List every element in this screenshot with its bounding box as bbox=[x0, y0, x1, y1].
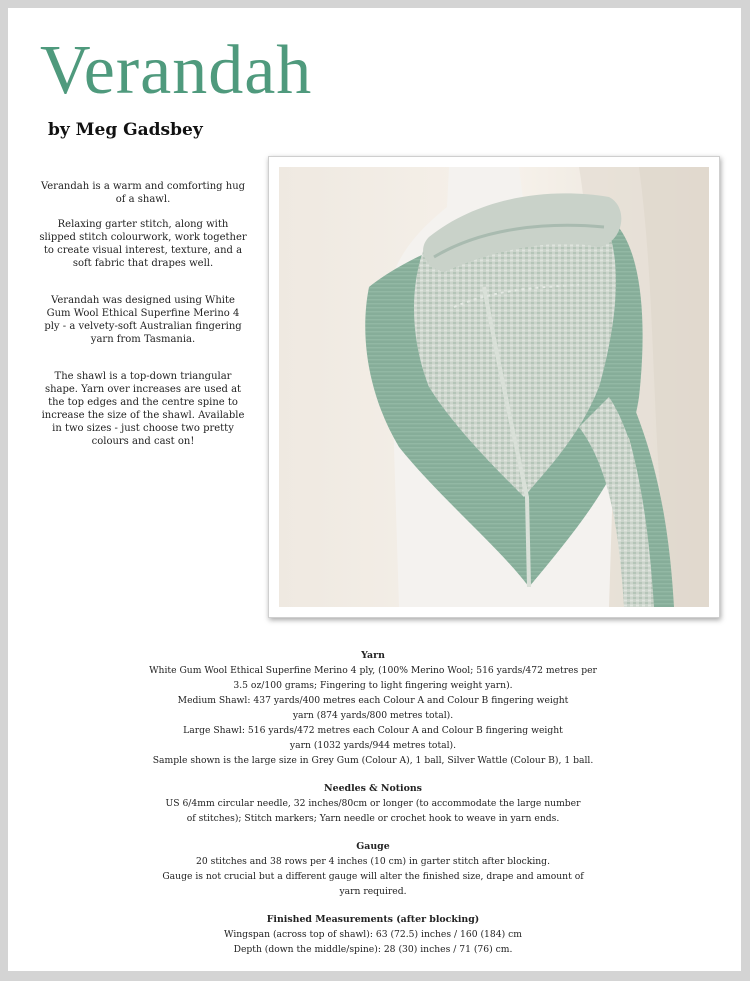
finished-line: Wingspan (across top of shawl): 63 (72.5) inches / 160 (184) cm bbox=[224, 929, 522, 940]
needles-heading: Needles & Notions bbox=[324, 783, 422, 794]
gauge-line: Gauge is not crucial but a different gauge will alter the finished size, drape and amount of bbox=[162, 871, 584, 882]
intro-paragraph-1: Verandah is a warm and comforting hug of a shawl. bbox=[40, 181, 246, 205]
yarn-line: 3.5 oz/100 grams; Fingering to light fingering weight yarn). bbox=[233, 680, 513, 691]
shawl-photo bbox=[268, 156, 720, 618]
needles-section bbox=[138, 781, 608, 826]
yarn-section bbox=[138, 648, 608, 768]
intro-paragraph-2: Relaxing garter stitch, along with slipped stitch colourwork, work together to create visual interest, texture, and a soft fabric that drapes well. bbox=[39, 219, 247, 269]
yarn-heading: Yarn bbox=[361, 650, 385, 661]
yarn-line: yarn (874 yards/800 metres total). bbox=[292, 710, 454, 721]
shawl-photo-image bbox=[279, 167, 709, 607]
finished-heading: Finished Measurements (after blocking) bbox=[266, 914, 480, 925]
needles-line: US 6/4mm circular needle, 32 inches/80cm or longer (to accommodate the large number bbox=[165, 798, 581, 809]
needles-line: of stitches); Stitch markers; Yarn needle or crochet hook to weave in yarn ends. bbox=[186, 813, 560, 824]
yarn-line: Sample shown is the large size in Grey Gum (Colour A), 1 ball, Silver Wattle (Colour B), 1 ball. bbox=[152, 755, 594, 766]
finished-section bbox=[138, 912, 608, 957]
pattern-specs bbox=[138, 648, 608, 970]
gauge-line: 20 stitches and 38 rows per 4 inches (10 cm) in garter stitch after blocking. bbox=[196, 856, 550, 867]
gauge-line: yarn required. bbox=[339, 886, 407, 897]
intro-paragraph-4: The shawl is a top-down triangular shape. Yarn over increases are used at the top edges and the centre spine to increase the size of the shawl. Available in two sizes - just choose two pretty colours and cast on! bbox=[41, 371, 245, 447]
yarn-line: Medium Shawl: 437 yards/400 metres each Colour A and Colour B fingering weight bbox=[177, 695, 569, 706]
intro-text bbox=[38, 180, 248, 460]
gauge-section bbox=[138, 839, 608, 899]
yarn-line: yarn (1032 yards/944 metres total). bbox=[289, 740, 457, 751]
gauge-heading: Gauge bbox=[356, 841, 390, 852]
pattern-title: Verandah bbox=[40, 32, 313, 109]
pattern-author: by Meg Gadsbey bbox=[48, 120, 203, 140]
yarn-line: Large Shawl: 516 yards/472 metres each Colour A and Colour B fingering weight bbox=[183, 725, 563, 736]
finished-line: Depth (down the middle/spine): 28 (30) inches / 71 (76) cm. bbox=[233, 944, 513, 955]
yarn-line: White Gum Wool Ethical Superfine Merino 4 ply, (100% Merino Wool; 516 yards/472 metres per bbox=[149, 665, 597, 676]
pattern-page bbox=[8, 8, 741, 971]
intro-paragraph-3: Verandah was designed using White Gum Wool Ethical Superfine Merino 4 ply - a velvety-soft Australian fingering yarn from Tasmania. bbox=[44, 295, 242, 345]
